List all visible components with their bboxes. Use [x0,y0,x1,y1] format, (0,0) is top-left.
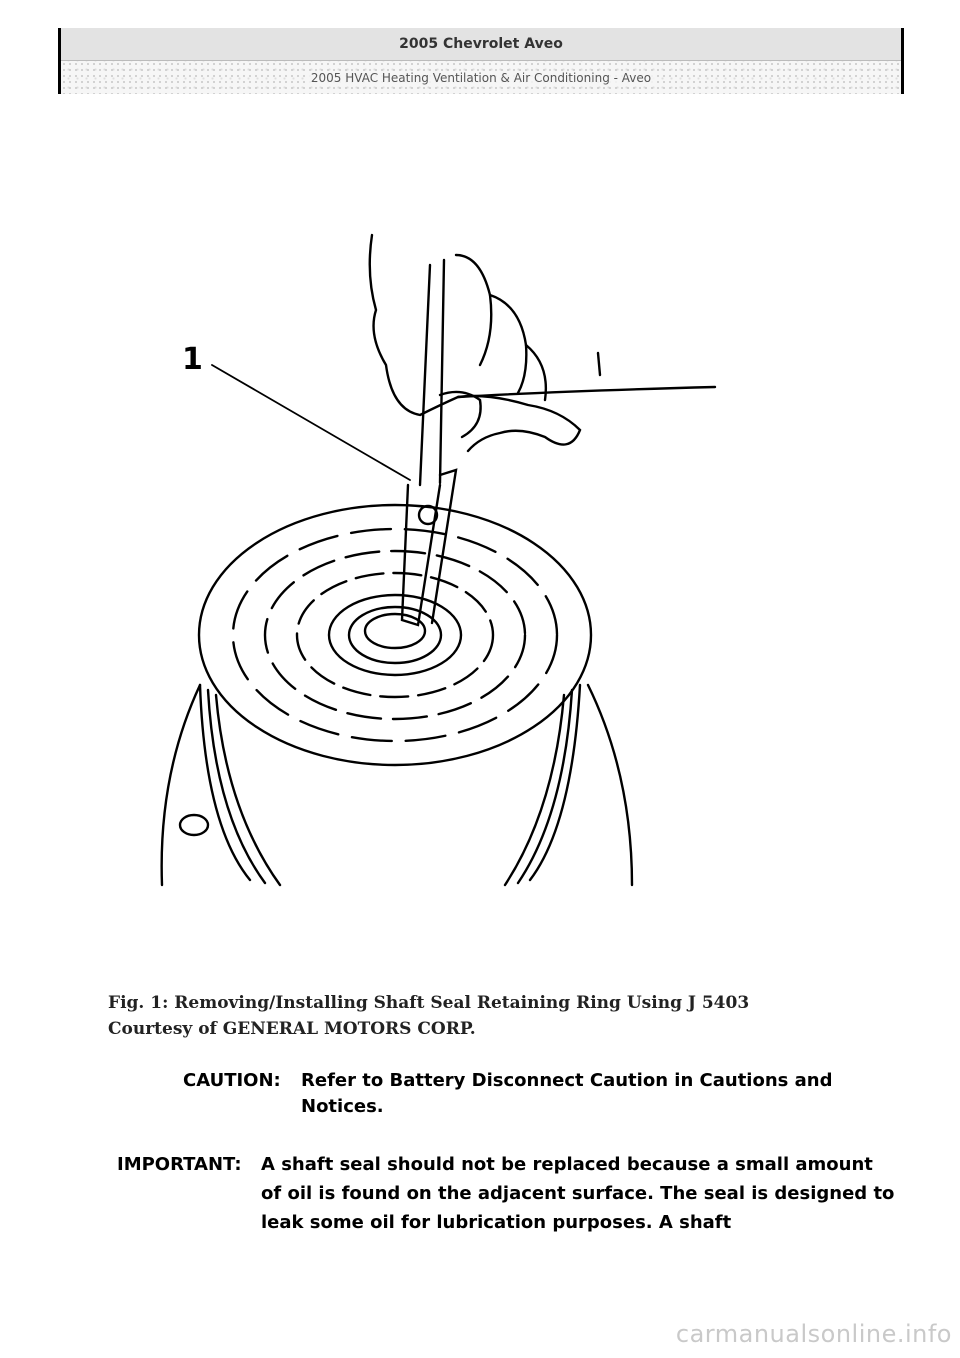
pulley-face-outer [199,505,591,765]
wrist-mark [598,353,600,375]
pulley-face-ring4 [297,573,493,697]
header-title: 2005 Chevrolet Aveo [61,28,901,61]
hand-outline [370,235,580,451]
caution-note [183,1068,883,1120]
figure-caption [108,990,868,1042]
housing-right-edge [588,685,632,885]
hub-inner [349,607,441,663]
important-label: IMPORTANT: [117,1154,242,1175]
pulley-band-1 [200,685,250,880]
callout-number: 1 [182,342,203,377]
watermark: carmanualsonline.info [675,1320,952,1348]
shaft-seal-ring [365,614,425,648]
shaft-seal-illustration [140,215,740,895]
pulley-face-ring3 [265,551,525,719]
mounting-hole [180,815,208,835]
hand-palm-line [458,387,715,397]
caution-label: CAUTION: [183,1070,281,1091]
pulley-face-ring2 [233,529,557,741]
pliers-handle-2 [440,260,444,483]
important-text: A shaft seal should not be replaced because a small amount of oil is found on the adjacent surface. The seal is designed to leak some oil for lubrication purposes. A shaft [261,1154,895,1233]
header-subtitle: 2005 HVAC Heating Ventilation & Air Conditioning - Aveo [305,71,657,85]
finger-2 [490,295,526,393]
caption-line-1: Fig. 1: Removing/Installing Shaft Seal Retaining Ring Using J 5403 [108,993,750,1013]
pliers-handle-1 [420,265,430,485]
page-header [58,28,904,94]
thumb [440,392,481,437]
important-note [117,1150,907,1237]
pliers-jaw-right [432,470,456,623]
caption-line-2: Courtesy of GENERAL MOTORS CORP. [108,1019,476,1039]
callout-leader [212,365,410,480]
housing-left-edge [162,685,200,885]
caution-text: Refer to Battery Disconnect Caution in Cautions and Notices. [301,1070,833,1117]
pulley-band-2 [208,690,265,883]
header-subtitle-bar [61,61,901,94]
finger-1 [456,255,491,365]
